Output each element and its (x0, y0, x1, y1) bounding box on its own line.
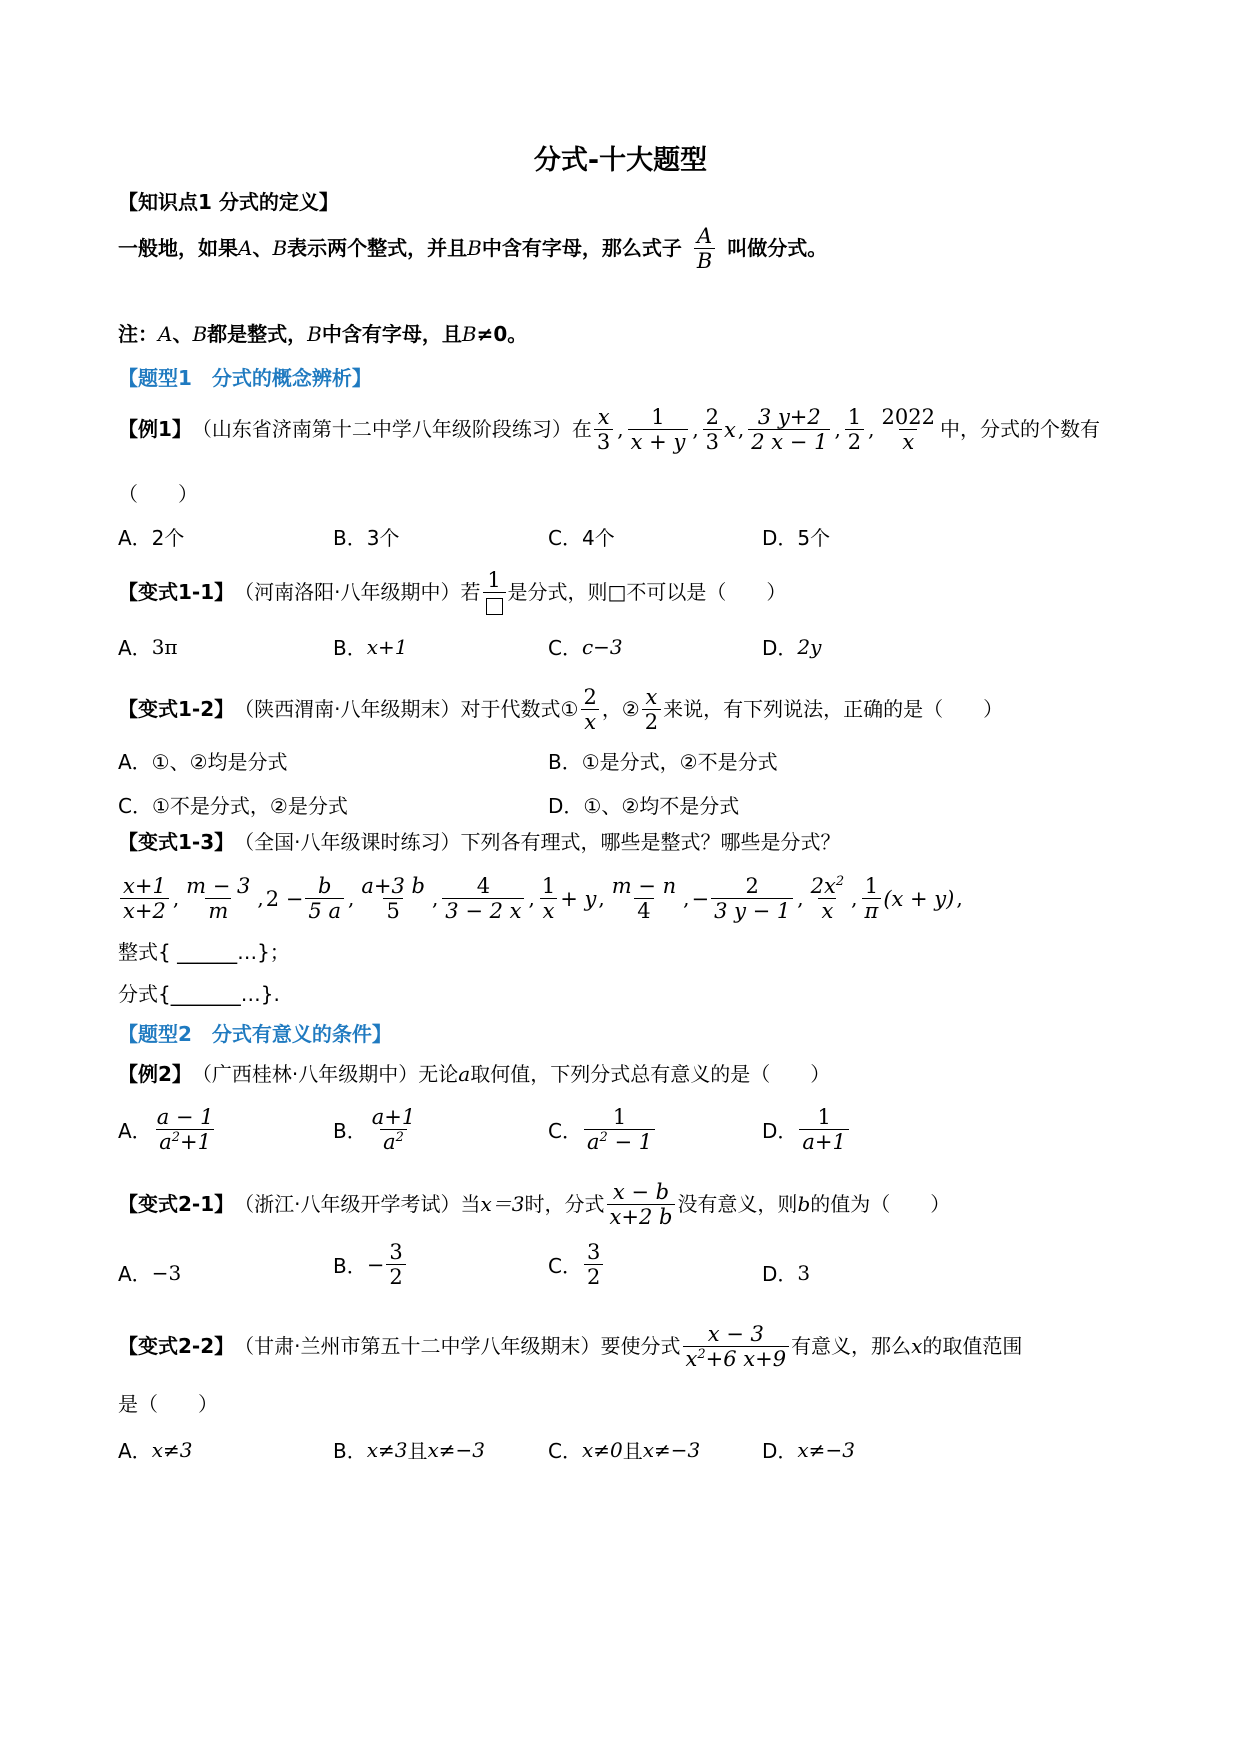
v22-option-c-label: C． (548, 1439, 582, 1463)
variation11-stem (118, 568, 786, 617)
ex1-option-d[interactable]: D．5个 (762, 526, 831, 550)
v22-option-c-value1: x≠0 (581, 1437, 623, 1462)
def-mid1: 表示两个整式，并且 (287, 236, 468, 261)
def-prefix: 一般地，如果 (118, 236, 238, 261)
ex2-option-d-frac: $\frac{1}{a+1}$ (799, 1105, 848, 1154)
v11-option-d-label: D． (762, 636, 798, 660)
variation13-text: （全国·八年级课时练习）下列各有理式，哪些是整式？哪些是分式？ (234, 830, 841, 854)
v11-option-b-label: B． (333, 636, 367, 660)
ex2-option-a-label: A． (118, 1119, 152, 1144)
def-var-a: A (238, 236, 253, 261)
v21-option-b-label: B． (333, 1254, 367, 1279)
variation13-label: 【变式1-3】 (118, 830, 235, 854)
v13-expr-4: $\frac{a+3 b}{5}$ (361, 874, 425, 924)
v22-option-d-label: D． (762, 1439, 798, 1463)
example2-var: a (458, 1062, 471, 1086)
v11-option-c-value: c−3 (581, 634, 623, 659)
v13-expr-9: $\frac{2x^2}{x}$ (810, 874, 845, 924)
v21-option-a[interactable] (118, 1258, 181, 1287)
v13-expr-10: $\frac{1}{\pi}$ (862, 874, 882, 923)
type1-heading: 【题型1 分式的概念辨析】 (118, 366, 372, 390)
variation21-label: 【变式2-1】 (118, 1192, 235, 1217)
ex1-frac-1: $\frac{x}{3}$ (594, 405, 613, 454)
variation11-source: （河南洛阳·八年级期中）若 (234, 580, 481, 605)
variation12-stem (118, 685, 1003, 734)
variation12-label: 【变式1-2】 (118, 697, 235, 722)
v22-option-b-value2: x≠−3 (427, 1437, 486, 1462)
v22-option-b-and: 且 (407, 1439, 428, 1463)
v11-option-a[interactable] (118, 632, 178, 661)
v21-option-c[interactable] (548, 1240, 605, 1289)
v22-option-a-value: x≠3 (151, 1437, 193, 1462)
variation21-mid: 时，分式 (524, 1192, 605, 1217)
variation22-suffix1: 有意义，那么 (791, 1334, 912, 1359)
ex2-option-a-frac: $\frac{a - 1}{a^2+1}$ (156, 1105, 214, 1155)
example2-suffix: 取何值，下列分式总有意义的是（ ） (470, 1062, 831, 1086)
v22-frac: $\frac{x - 3}{x^2+6 x+9}$ (683, 1322, 790, 1371)
note-var-b2: B (307, 322, 322, 346)
v21-option-d-value: 3 (797, 1260, 811, 1285)
note-prefix: 注： (118, 322, 158, 346)
ex1-option-b[interactable]: B．3个 (333, 526, 400, 550)
note-var-b: B (192, 322, 208, 346)
ex2-option-a[interactable] (118, 1105, 219, 1154)
ex1-frac-2: $\frac{1}{x + y}$ (628, 405, 689, 454)
v11-option-a-value: 3π (151, 634, 178, 659)
v21-option-b[interactable]: B． − $\frac{3}{2}$ (333, 1240, 408, 1289)
v21-option-c-frac: $\frac{3}{2}$ (584, 1240, 603, 1289)
def-mid2: 中含有字母，那么式子 (481, 236, 682, 261)
v13-expr-8: $\frac{2}{3 y - 1}$ (711, 874, 793, 923)
v13-expression-list: $\frac{x+1}{x+2}$ , $\frac{m - 3}{m}$ , 2 − $\frac{b}{5 a}$ , $\frac{a+3 b}{5}$ , $\frac{4}{3 - 2 x}$ , $\frac{1}{x}$ + y , $\frac{m - n}{4}$ , − $\frac{2}{3 y - 1}$ , $\frac{2x^2}{x}$ , $\frac{1}{\pi}$ (x + y) , (118, 874, 965, 923)
ex2-option-c-label: C． (548, 1119, 582, 1144)
v21-option-a-label: A． (118, 1262, 152, 1286)
page-title: 分式-十大题型 (533, 145, 708, 176)
placeholder-box-icon (486, 598, 503, 615)
v22-option-c-value2: x≠−3 (642, 1437, 701, 1462)
v21-option-d-label: D． (762, 1262, 798, 1286)
def-fraction-a-over-b: $\frac{A}{B}$ (694, 224, 715, 273)
v13-expr-3: $\frac{b}{5 a}$ (305, 874, 344, 923)
v22-option-d-value: x≠−3 (797, 1437, 855, 1462)
v12-option-d[interactable]: D．①、②均不是分式 (548, 794, 740, 818)
ex2-option-b-frac: $\frac{a+1}{a^2}$ (371, 1105, 416, 1155)
ex2-option-d[interactable] (762, 1105, 851, 1154)
v22-option-b-value1: x≠3 (366, 1437, 408, 1462)
variation22-stem (118, 1322, 1022, 1371)
v22-option-a-label: A． (118, 1439, 152, 1463)
note-mid2: 中含有字母，且 (321, 322, 462, 346)
kp1-definition (118, 224, 827, 273)
variation11-suffix: 是分式，则□不可以是（ ） (507, 580, 787, 605)
v11-option-c-label: C． (548, 636, 582, 660)
note-var-b3: B (461, 322, 477, 346)
v21-option-b-frac: $\frac{3}{2}$ (386, 1240, 405, 1289)
v21-option-d[interactable] (762, 1258, 810, 1287)
ex2-option-d-label: D． (762, 1119, 798, 1144)
v11-frac-one-over-box: 1 (483, 568, 506, 617)
v13-expr-1: $\frac{x+1}{x+2}$ (120, 874, 169, 923)
v22-option-a[interactable] (118, 1435, 192, 1464)
variation12-source: （陕西渭南·八年级期末）对于代数式① (234, 697, 579, 722)
variation21-suffix2: 的值为（ ） (810, 1192, 951, 1217)
variation12-mid: ，② (601, 697, 640, 722)
variation21-stem (118, 1180, 950, 1229)
v22-option-b-label: B． (333, 1439, 367, 1463)
ex2-option-b[interactable] (333, 1105, 420, 1154)
v13-expr-5: $\frac{4}{3 - 2 x}$ (442, 874, 524, 923)
v13-fenshi-blank[interactable]: 分式{_______…}. (118, 982, 280, 1006)
note-mid1: 都是整式， (207, 322, 308, 346)
v22-option-c-and: 且 (622, 1439, 643, 1463)
example1-stem: 【例1】 （山东省济南第十二中学八年级阶段练习）在 $\frac{x}{3}$ , $\frac{1}{x + y}$ , $\frac{2}{3}$ x , $\frac{3 y+2}{2 x - 1}$ , $\frac{1}{2}$ , $\frac{2022}{x}$ 中，分式的个数有 (118, 405, 1100, 455)
variation21-cond: x＝3 (480, 1192, 525, 1217)
variation21-source: （浙江·八年级开学考试）当 (234, 1192, 481, 1217)
v12-option-b[interactable]: B．①是分式，②不是分式 (548, 750, 778, 774)
v11-option-d-value: 2y (797, 634, 822, 659)
v13-expr-6: $\frac{1}{x}$ (539, 874, 558, 923)
example1-source: （山东省济南第十二中学八年级阶段练习）在 (191, 417, 592, 442)
def-suffix: 叫做分式。 (727, 236, 828, 261)
variation22-var: x (911, 1334, 923, 1359)
v21-option-c-label: C． (548, 1254, 582, 1279)
v12-option-c[interactable]: C．①不是分式，②是分式 (118, 794, 348, 818)
ex1-frac-4: $\frac{3 y+2}{2 x - 1}$ (748, 405, 830, 454)
v21-option-a-value: −3 (151, 1260, 182, 1285)
ex1-frac-6: $\frac{2022}{x}$ (881, 405, 935, 455)
variation13-stem (118, 830, 841, 855)
v21-frac: $\frac{x - b}{x+2 b}$ (607, 1180, 676, 1229)
v13-zhengshi-blank[interactable]: 整式{ ______…}； (118, 940, 290, 964)
v22-option-c[interactable] (548, 1435, 700, 1464)
v13-expr-7: $\frac{m - n}{4}$ (611, 874, 677, 924)
variation22-label: 【变式2-2】 (118, 1334, 235, 1359)
v13-expr-2: $\frac{m - 3}{m}$ (186, 874, 251, 924)
v11-option-b-value: x+1 (366, 634, 408, 659)
note-var-a: A (158, 322, 173, 346)
note-suffix: ≠0。 (476, 322, 528, 346)
ex1-frac-5: $\frac{1}{2}$ (845, 405, 864, 454)
v12-frac-2-over-x: $\frac{2}{x}$ (580, 685, 599, 734)
example2-stem (118, 1062, 830, 1087)
variation11-label: 【变式1-1】 (118, 580, 235, 605)
ex1-option-a[interactable]: A．2个 (118, 526, 185, 550)
kp1-heading: 【知识点1 分式的定义】 (118, 190, 339, 214)
example1-paren: （ ） (118, 482, 198, 506)
v22-option-b[interactable] (333, 1435, 485, 1464)
variation21-var: b (797, 1192, 811, 1217)
example2-label: 【例2】 (118, 1062, 192, 1086)
def-sep: 、 (252, 236, 273, 261)
example1-suffix: 中，分式的个数有 (939, 417, 1100, 442)
ex2-option-c-frac: $\frac{1}{a^2 - 1}$ (584, 1105, 655, 1154)
note-sep: 、 (172, 322, 193, 346)
ex2-option-b-label: B． (333, 1119, 367, 1144)
ex1-frac-3: $\frac{2}{3}$ (703, 405, 722, 454)
def-var-b2: B (467, 236, 482, 261)
variation22-line2: 是（ ） (118, 1392, 218, 1416)
v11-option-c[interactable] (548, 632, 623, 661)
type2-heading: 【题型2 分式有意义的条件】 (118, 1022, 392, 1046)
v12-option-a[interactable]: A．①、②均是分式 (118, 750, 288, 774)
variation21-suffix1: 没有意义，则 (677, 1192, 798, 1217)
ex1-option-c[interactable]: C．4个 (548, 526, 615, 550)
def-var-b: B (272, 236, 288, 261)
ex2-option-c[interactable] (548, 1105, 657, 1154)
v11-option-d[interactable] (762, 632, 821, 661)
variation22-suffix2: 的取值范围 (922, 1334, 1023, 1359)
variation22-source: （甘肃·兰州市第五十二中学八年级期末）要使分式 (234, 1334, 681, 1359)
variation12-suffix: 来说，有下列说法，正确的是（ ） (663, 697, 1004, 722)
example2-source: （广西桂林·八年级期中）无论 (191, 1062, 459, 1086)
example1-label: 【例1】 (118, 417, 192, 442)
v11-option-a-label: A． (118, 636, 152, 660)
v22-option-d[interactable] (762, 1435, 855, 1464)
v11-option-b[interactable] (333, 632, 408, 661)
kp1-note (118, 322, 527, 347)
v12-frac-x-over-2: $\frac{x}{2}$ (642, 685, 661, 734)
